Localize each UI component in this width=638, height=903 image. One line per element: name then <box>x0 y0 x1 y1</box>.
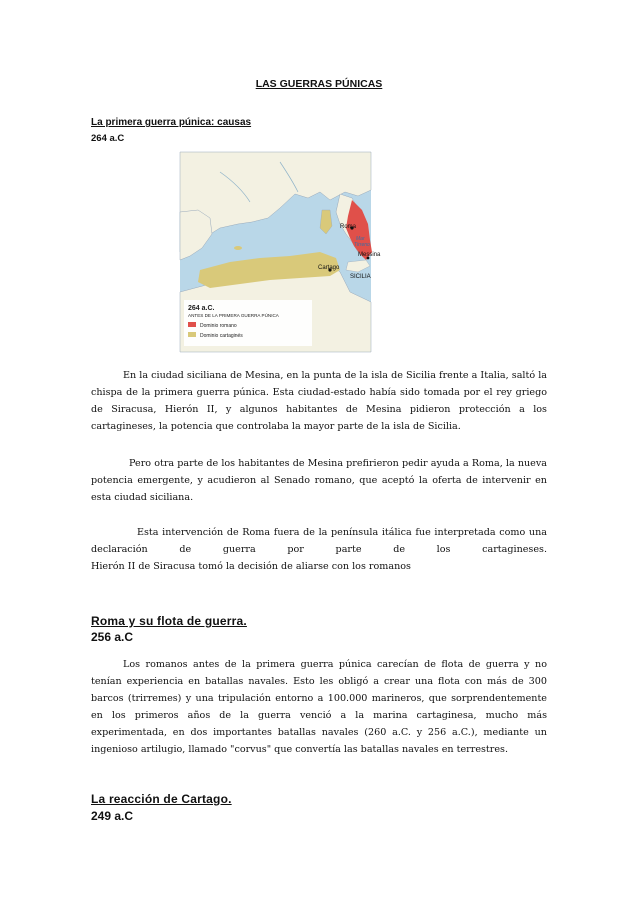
map-legend-subtitle: ANTES DE LA PRIMERA GUERRA PÚNICA <box>188 313 279 318</box>
paragraph-hieron: Hierón II de Siracusa tomó la decisión de aliarse con los romanos <box>91 561 411 572</box>
map-label-messina: Messina <box>358 252 381 258</box>
map-legend-title: 264 a.C. <box>188 305 215 312</box>
section-heading-flota: Roma y su flota de guerra. <box>91 614 247 628</box>
paragraph-flota: Los romanos antes de la primera guerra púnica carecían de flota de guerra y no tenían experiencia en batallas navales. Esto les obligó a crear una flota con más de 300 barcos (trirremes) y una tripulación entorno a 100.000 marineros, que sorprendentemente en los primeros años de la guerra venció a la marina cartaginesa, mucho más experimentada, en dos importantes batallas navales (260 a.C. y 256 a.C.), mediante un ingenioso artilugio, llamado "corvus" que convertía las batallas navales en terrestres. <box>91 659 547 755</box>
section-date-249: 249 a.C <box>91 809 134 823</box>
map-legend-swatch-carthage <box>188 332 196 337</box>
map-legend-item-roman: Dominio romano <box>200 323 237 329</box>
section-date-264: 264 a.C <box>91 133 125 144</box>
map-image <box>180 152 381 352</box>
map-sea-label-line1: Mar <box>356 236 365 242</box>
map-label-cartago: Cartago <box>318 265 340 271</box>
map-legend-item-carthage: Dominio cartaginés <box>200 333 243 339</box>
section-heading-cartago: La reacción de Cartago. <box>91 792 232 806</box>
section-date-256: 256 a.C <box>91 630 134 644</box>
map-legend-swatch-roman <box>188 322 196 327</box>
paragraph-otra-parte: Pero otra parte de los habitantes de Mesina prefirieron pedir ayuda a Roma, la nueva potencia emergente, y acudieron al Senado romano, que aceptó la oferta de intervenir en esta ciudad siciliana. <box>91 458 547 503</box>
paragraph-intervencion: Esta intervención de Roma fuera de la península itálica fue interpretada como una declaración de guerra por parte de los cartagineses. <box>91 527 547 555</box>
map-label-roma: Roma <box>340 224 357 230</box>
mediterranean-map <box>180 152 381 352</box>
map-sea-label-line2: Tirreno <box>354 242 370 248</box>
paragraph-mesina: En la ciudad siciliana de Mesina, en la punta de la isla de Sicilia frente a Italia, saltó la chispa de la primera guerra púnica. Esta ciudad-estado había sido tomada por el rey griego de Siracusa, Hierón II, y algunos habitantes de Mesina pidieron protección a los cartagineses, la potencia que controlaba la mayor parte de la isla de Sicilia. <box>91 370 547 432</box>
map-island-balearic <box>234 246 242 250</box>
document-title: LAS GUERRAS PÚNICAS <box>255 78 383 90</box>
map-label-sicilia: SICILIA <box>350 274 371 280</box>
section-heading-causas: La primera guerra púnica: causas <box>91 117 252 128</box>
